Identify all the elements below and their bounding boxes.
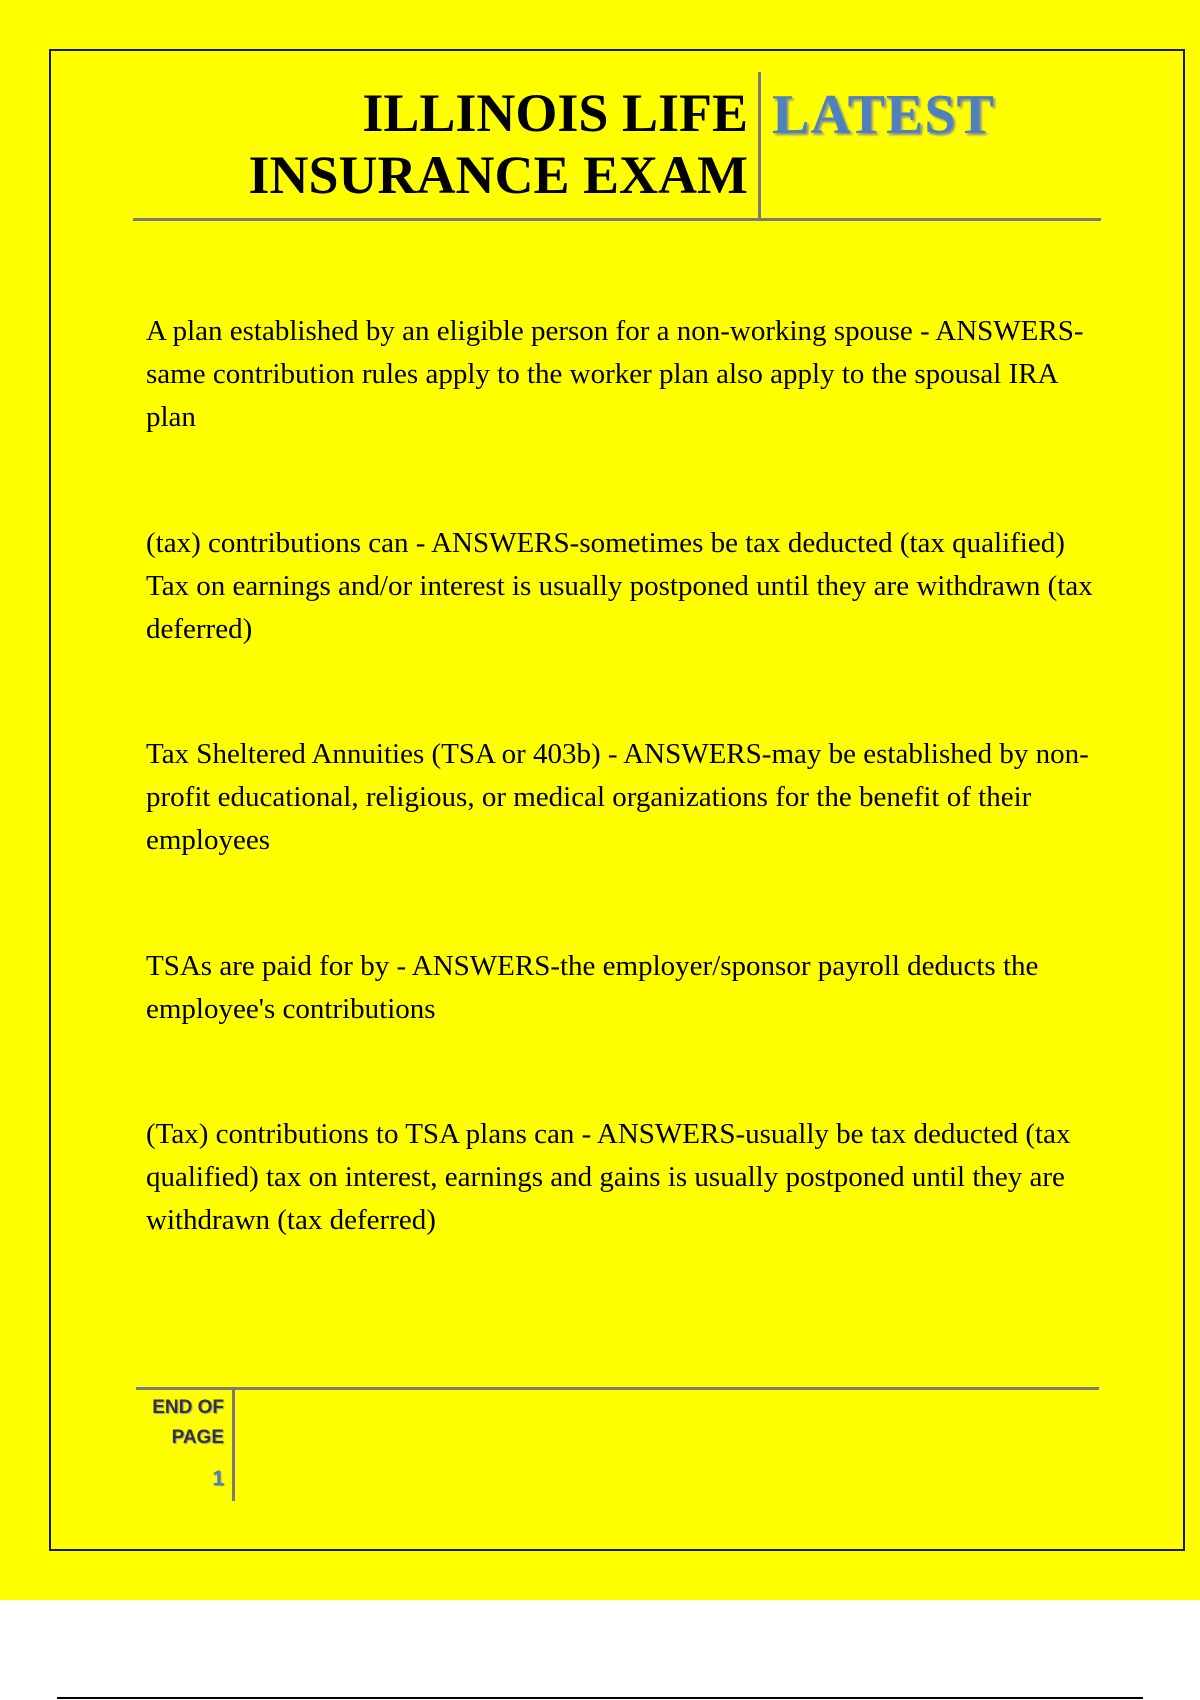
title-accent-label: LATEST — [772, 84, 995, 146]
page-title — [188, 82, 748, 206]
title-rule — [133, 218, 1101, 221]
footer-rule — [136, 1387, 1099, 1390]
qa-item: A plan established by an eligible person for a non-working spouse - ANSWERS-same contribution rules apply to the worker plan also apply to the spousal IRA plan — [146, 315, 1084, 433]
qa-item: (Tax) contributions to TSA plans can - ANSWERS-usually be tax deducted (tax qualified) tax on interest, earnings and gains is usually postponed until they are withdrawn (tax deferred) — [146, 1118, 1071, 1236]
title-line-1: ILLINOIS LIFE — [362, 83, 748, 143]
qa-item: (tax) contributions can - ANSWERS-sometimes be tax deducted (tax qualified) Tax on earnings and/or interest is usually postponed until they are withdrawn (tax deferred) — [146, 527, 1093, 645]
footer-label-line-1: END OF — [152, 1397, 224, 1418]
page-number: 1 — [212, 1467, 224, 1490]
title-block — [0, 0, 1200, 230]
bottom-rule — [57, 1697, 1143, 1699]
footer-divider — [232, 1389, 235, 1501]
qa-item: TSAs are paid for by - ANSWERS-the employer/sponsor payroll deducts the employee's contributions — [146, 950, 1039, 1025]
footer-label-line-2: PAGE — [171, 1427, 224, 1448]
footer-label — [120, 1393, 224, 1453]
title-divider — [758, 72, 761, 220]
qa-item: Tax Sheltered Annuities (TSA or 403b) - ANSWERS-may be established by non-profit educational, religious, or medical organizations for the benefit of their employees — [146, 738, 1089, 856]
title-line-2: INSURANCE EXAM — [248, 145, 748, 205]
